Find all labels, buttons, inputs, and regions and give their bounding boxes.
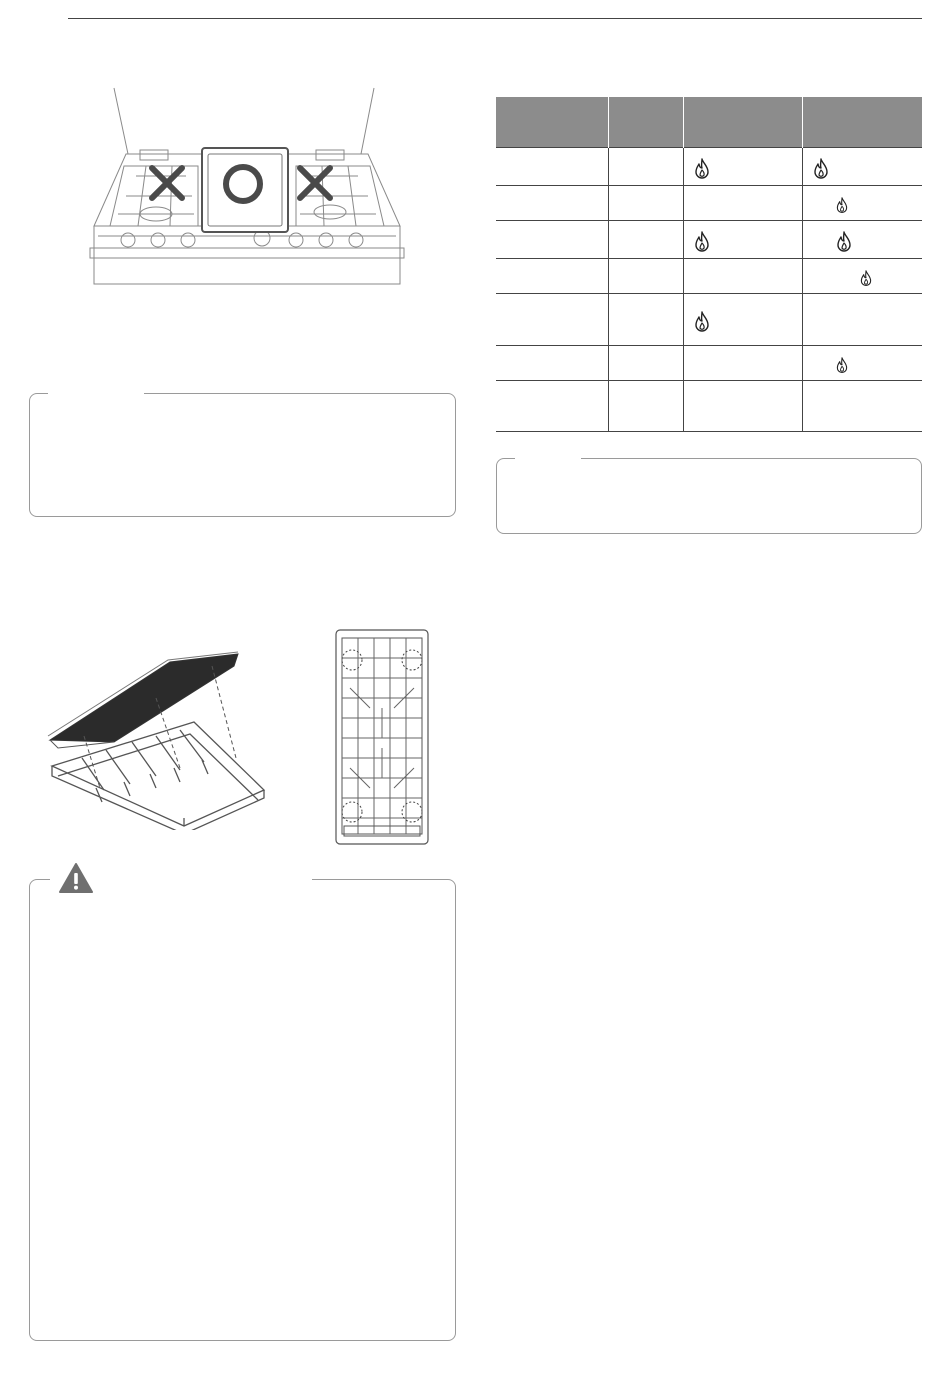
- flame-icon: [859, 270, 873, 287]
- grate-top-view-figure: [334, 628, 430, 846]
- note-box-label-gap: [515, 457, 581, 461]
- table-cell: [683, 346, 802, 381]
- table-cell: [608, 346, 683, 381]
- table-cell: [608, 381, 683, 432]
- table-cell: [683, 186, 802, 221]
- table-cell: [496, 346, 608, 381]
- flame-icon: [693, 231, 711, 253]
- table-cell: [802, 186, 922, 221]
- table-cell: [802, 259, 922, 294]
- table-header-row: [496, 97, 922, 148]
- table-cell: [496, 221, 608, 259]
- table-row: [496, 259, 922, 294]
- table: [496, 97, 922, 432]
- table-cell: [683, 148, 802, 186]
- cooktop-placement-figure: [86, 86, 408, 292]
- table-cell: [802, 148, 922, 186]
- flame-icon: [835, 357, 849, 374]
- table-header-cell: [496, 97, 608, 148]
- note-box: [29, 393, 456, 517]
- table-header-cell: [683, 97, 802, 148]
- table-cell: [608, 221, 683, 259]
- table-row: [496, 381, 922, 432]
- table-row: [496, 346, 922, 381]
- table-cell: [683, 381, 802, 432]
- table-cell: [496, 381, 608, 432]
- table-cell: [802, 381, 922, 432]
- griddle-grate-illustration: [44, 640, 274, 830]
- table-header-cell: [608, 97, 683, 148]
- table-cell: [608, 294, 683, 346]
- table-cell: [683, 259, 802, 294]
- warning-triangle-icon: [58, 862, 94, 896]
- caution-box: [29, 879, 456, 1341]
- table-cell: [802, 346, 922, 381]
- table-cell: [608, 259, 683, 294]
- table-cell: [496, 259, 608, 294]
- flame-icon: [812, 158, 830, 180]
- note-box-label-gap: [48, 392, 144, 396]
- table-row: [496, 221, 922, 259]
- table-cell: [608, 186, 683, 221]
- table-cell: [608, 148, 683, 186]
- flame-icon: [835, 231, 853, 253]
- cooktop-illustration: [86, 86, 408, 292]
- flame-icon: [835, 197, 849, 214]
- table-row: [496, 294, 922, 346]
- flame-icon: [693, 311, 711, 333]
- table-row: [496, 148, 922, 186]
- table-cell: [496, 186, 608, 221]
- header-rule: [68, 18, 922, 19]
- griddle-on-grate-figure: [44, 640, 274, 830]
- note-box-right: [496, 458, 922, 534]
- table-cell: [802, 221, 922, 259]
- table-header-cell: [802, 97, 922, 148]
- table-cell: [802, 294, 922, 346]
- table-cell: [496, 148, 608, 186]
- table-cell: [683, 294, 802, 346]
- table-cell: [496, 294, 608, 346]
- flame-setting-table: [496, 97, 922, 432]
- flame-icon: [693, 158, 711, 180]
- table-row: [496, 186, 922, 221]
- grate-top-view-illustration: [334, 628, 430, 846]
- table-cell: [683, 221, 802, 259]
